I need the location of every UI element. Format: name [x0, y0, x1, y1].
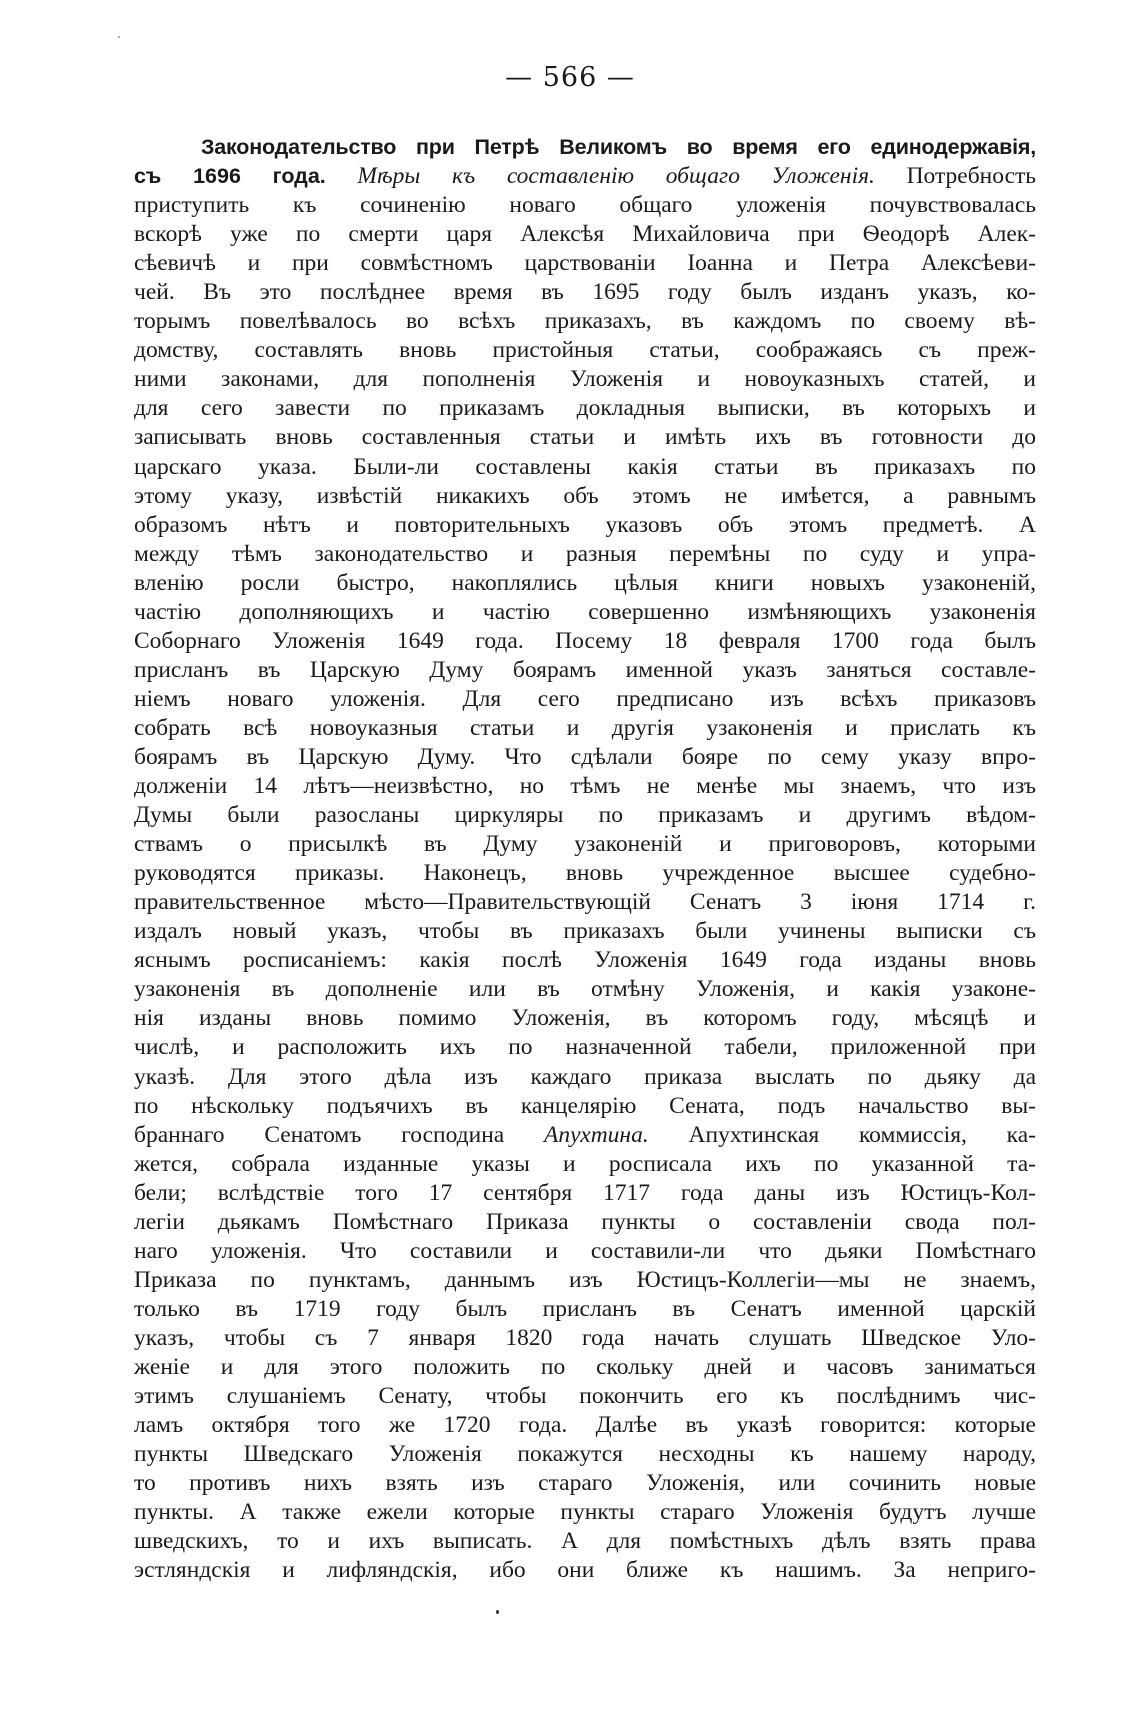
text-line: для сего завести по приказамъ докладныя выписки, въ которыхъ и	[134, 395, 1036, 422]
text-line: присланъ въ Царскую Думу боярамъ именной указъ заняться составле-	[134, 656, 1036, 683]
text-line: яснымъ росписаніемъ: какія послѣ Уложенія 1649 года изданы вновь	[134, 947, 1036, 974]
text-line: шведскихъ, то и ихъ выписать. А для помѣстныхъ дѣлъ взять права	[134, 1528, 1036, 1555]
heading-year: съ 1696 года.	[134, 164, 326, 189]
text-line: жется, собрала изданные указы и росписала ихъ по указанной та-	[134, 1150, 1036, 1177]
text-line: царскаго указа. Были-ли составлены какія статьи въ приказахъ по	[134, 453, 1036, 480]
text-line: легіи дьякамъ Помѣстнаго Приказа пункты о составленіи свода пол-	[134, 1208, 1036, 1235]
text-line: приступить къ сочиненію новаго общаго уложенія почувствовалась	[134, 192, 1036, 219]
scan-speck-mark	[496, 1610, 499, 1614]
text-line: сѣевичѣ и при совмѣстномъ царствованіи Іоанна и Петра Алексѣеви-	[134, 250, 1036, 277]
text-line: записывать вновь составленныя статьи и имѣть ихъ въ готовности до	[134, 424, 1036, 451]
text-line-last: эстляндскія и лифляндскія, ибо они ближе къ нашимъ. За неприго-	[134, 1557, 1036, 1584]
text-line: ствамъ о присылкѣ въ Думу узаконеній и приговоровъ, которыми	[134, 831, 1036, 858]
text-line: торымъ повелѣвалось во всѣхъ приказахъ, въ каждомъ по своему вѣ-	[134, 308, 1036, 335]
text-line: только въ 1719 году былъ присланъ въ Сенатъ именной царскій	[134, 1295, 1036, 1322]
text-line: частію дополняющихъ и частію совершенно измѣняющихъ узаконенія	[134, 598, 1036, 625]
text-line: между тѣмъ законодательство и разныя перемѣны по суду и упра-	[134, 540, 1036, 567]
scan-speck-mark	[118, 36, 120, 38]
section-heading: Законодательство при Петрѣ Великомъ во время его единодержавія,	[201, 135, 1036, 159]
paragraph-subheading-line	[134, 162, 1036, 191]
text-line: ними законами, для пополненія Уложенія и новоуказныхъ статей, и	[134, 366, 1036, 393]
text-line: указъ, чтобы съ 7 января 1820 года начать слушать Шведское Уло-	[134, 1324, 1036, 1351]
text-line: ламъ октября того же 1720 года. Далѣе въ указѣ говорится: которые	[134, 1412, 1036, 1439]
main-paragraph	[134, 133, 1036, 1585]
text-line: браннаго Сенатомъ господина Апухтина. Апухтинская коммиссія, ка-	[134, 1121, 1037, 1148]
text-line: женіе и для этого положить по скольку дней и часовъ заниматься	[134, 1353, 1036, 1380]
text-line: вленію росли быстро, накоплялись цѣлыя книги новыхъ узаконеній,	[134, 569, 1036, 596]
text-line: правительственное мѣсто—Правительствующій Сенатъ 3 іюня 1714 г.	[134, 889, 1036, 916]
text-line: нія изданы вновь помимо Уложенія, въ которомъ году, мѣсяцѣ и	[134, 1005, 1036, 1032]
line-tail: Потребность	[906, 163, 1037, 190]
text-line: Приказа по пунктамъ, даннымъ изъ Юстицъ-Коллегіи—мы не знаемъ,	[134, 1266, 1036, 1293]
text-line: узаконенія въ дополненіе или въ отмѣну Уложенія, и какія узаконе-	[134, 976, 1036, 1003]
text-line: Думы были разосланы циркуляры по приказамъ и другимъ вѣдом-	[134, 802, 1036, 829]
text-line: издалъ новый указъ, чтобы въ приказахъ были учинены выписки съ	[134, 918, 1036, 945]
text-line: долженіи 14 лѣтъ—неизвѣстно, но тѣмъ не менѣе мы знаемъ, что изъ	[134, 773, 1036, 800]
text-line: руководятся приказы. Наконецъ, вновь учрежденное высшее судебно-	[134, 860, 1036, 887]
text-line: вскорѣ уже по смерти царя Алексѣя Михайловича при Ѳеодорѣ Алек-	[134, 221, 1036, 248]
text-line: ніемъ новаго уложенія. Для сего предписано изъ всѣхъ приказовъ	[134, 685, 1036, 712]
text-line: собрать всѣ новоуказныя статьи и другія узаконенія и прислать къ	[134, 714, 1036, 741]
text-line: этимъ слушаніемъ Сенату, чтобы покончить его къ послѣднимъ чис-	[134, 1383, 1036, 1410]
person-name-italic: Апухтина.	[544, 1121, 649, 1148]
text-line: образомъ нѣтъ и повторительныхъ указовъ объ этомъ предметѣ. А	[134, 511, 1036, 538]
text-line: числѣ, и расположить ихъ по назначенной табели, приложенной при	[134, 1034, 1036, 1061]
text-line: по нѣскольку подъячихъ въ канцелярію Сената, подъ начальство вы-	[134, 1092, 1036, 1119]
text-line: Соборнаго Уложенія 1649 года. Посему 18 февраля 1700 года былъ	[134, 627, 1036, 654]
text-line: пункты Шведскаго Уложенія покажутся несходны къ нашему народу,	[134, 1441, 1036, 1468]
text-line: домству, составлять вновь пристойныя статьи, соображаясь съ преж-	[134, 337, 1036, 364]
text-line: этому указу, извѣстій никакихъ объ этомъ не имѣется, а равнымъ	[134, 482, 1036, 509]
text-line: пункты. А также ежели которые пункты стараго Уложенія будутъ лучше	[134, 1499, 1036, 1526]
text-line: то противъ нихъ взять изъ стараго Уложенія, или сочинить новые	[134, 1470, 1036, 1497]
paragraph-heading-line	[134, 133, 1036, 162]
text-line: боярамъ въ Царскую Думу. Что сдѣлали бояре по сему указу впро-	[134, 743, 1036, 770]
text-line: чей. Въ это послѣднее время въ 1695 году былъ изданъ указъ, ко-	[134, 279, 1036, 306]
text-line: указѣ. Для этого дѣла изъ каждаго приказа выслать по дьяку да	[134, 1063, 1036, 1090]
text-line: наго уложенія. Что составили и составили-ли что дьяки Помѣстнаго	[134, 1237, 1036, 1264]
text-line: бели; вслѣдствіе того 17 сентября 1717 года даны изъ Юстицъ-Кол-	[134, 1179, 1036, 1206]
page-number: — 566 —	[505, 62, 635, 93]
subheading-italic: Мѣры къ составленію общаго Уложенія.	[357, 163, 875, 190]
